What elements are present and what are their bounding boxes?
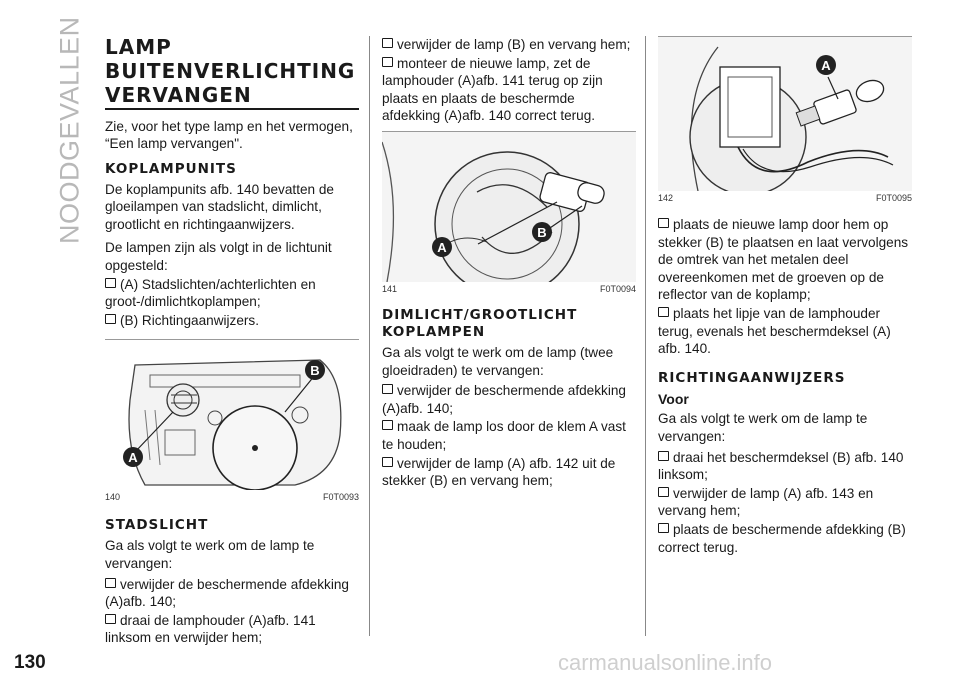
figure-code: F0T0095 <box>875 193 912 203</box>
checkbox-bullet-icon <box>105 578 116 588</box>
figure-caption <box>382 283 636 295</box>
checkbox-bullet-icon <box>658 218 669 228</box>
paragraph: De koplampunits afb. 140 bevatten de gloeilampen van stadslicht, dimlicht, grootlicht en richtingaanwijzers. <box>105 181 334 232</box>
checkbox-bullet-icon <box>658 487 669 497</box>
checkbox-bullet-icon <box>382 420 393 430</box>
list-item: verwijder de lamp (A) afb. 143 en vervang hem; <box>658 485 874 519</box>
lampholder-illustration <box>382 132 636 282</box>
heading-rule <box>105 108 359 110</box>
callout-a-label: A <box>437 239 447 255</box>
list-item: verwijder de lamp (B) en vervang hem; <box>382 36 636 54</box>
headlamp-unit-illustration <box>105 340 359 490</box>
main-heading-line-2: BUITENVERLICHTING <box>105 59 356 83</box>
list-item: draai de lamphouder (A)afb. 141 linksom en verwijder hem; <box>105 612 316 646</box>
figure-number: 142 <box>658 193 674 203</box>
figure-number: 140 <box>105 492 121 503</box>
heading-stadslicht: STADSLICHT <box>105 517 209 534</box>
callout-b-label: B <box>537 224 547 240</box>
callout-a-label: A <box>821 58 831 73</box>
checkbox-bullet-icon <box>105 278 116 288</box>
main-heading-line-1: LAMP <box>105 35 172 59</box>
callout-b-label: B <box>310 363 320 379</box>
column-1 <box>105 36 359 648</box>
figure-140 <box>105 339 359 503</box>
checkbox-bullet-icon <box>105 314 116 324</box>
section-title: NOODGEVALLEN <box>54 16 85 244</box>
list-item: plaats het lipje van de lamphouder terug, evenals het beschermdeksel (A) afb. 140. <box>658 305 891 357</box>
checkbox-bullet-icon <box>382 57 393 67</box>
page-number: 130 <box>14 652 46 673</box>
checkbox-bullet-icon <box>382 457 393 467</box>
heading-dimlicht-line-1: DIMLICHT/GROOTLICHT <box>382 306 578 323</box>
list-item: (A) Stadslichten/achterlichten en groot-/dimlichtkoplampen; <box>105 276 316 310</box>
paragraph: Ga als volgt te werk om de lamp te vervangen: <box>658 411 868 444</box>
watermark: carmanualsonline.info <box>558 650 773 675</box>
paragraph: De lampen zijn als volgt in de lichtunit opgesteld: <box>105 240 332 274</box>
column-3 <box>658 36 912 557</box>
paragraph: Ga als volgt te werk om de lamp (twee gloeidraden) te vervangen: <box>382 344 614 378</box>
checkbox-bullet-icon <box>658 523 669 533</box>
checkbox-bullet-icon <box>382 384 393 394</box>
figure-code: F0T0094 <box>599 283 636 294</box>
column-2 <box>382 36 636 491</box>
checkbox-bullet-icon <box>382 38 393 48</box>
figure-number: 141 <box>382 283 398 294</box>
intro-text: Zie, voor het type lamp en het vermogen, “Een lamp vervangen". <box>105 118 353 152</box>
figure-142 <box>658 36 912 204</box>
heading-koplampunits: KOPLAMPUNITS <box>105 160 237 177</box>
list-item: verwijder de lamp (A) afb. 142 uit de stekker (B) en vervang hem; <box>382 455 616 489</box>
checkbox-bullet-icon <box>658 307 669 317</box>
list-item: draai het beschermdeksel (B) afb. 140 linksom; <box>658 449 904 483</box>
list-item: (B) Richtingaanwijzers. <box>105 312 359 330</box>
list-item: monteer de nieuwe lamp, zet de lamphouder (A)afb. 141 terug op zijn plaats en plaats de beschermde afdekking (A)afb. 140 correct terug. <box>382 55 603 124</box>
paragraph: Ga als volgt te werk om de lamp te vervangen: <box>105 538 315 572</box>
list-item: verwijder de beschermende afdekking (A)afb. 140; <box>382 383 626 416</box>
list-item: plaats de nieuwe lamp door hem op stekker (B) te plaatsen en laat vervolgens de omtrek van het metalen deel overeenkomen met de groeven op de reflector van de koplamp; <box>658 217 909 303</box>
checkbox-bullet-icon <box>105 614 116 624</box>
bulb-connector-illustration <box>658 37 912 191</box>
list-item: plaats de beschermende afdekking (B) correct terug. <box>658 521 906 555</box>
heading-dimlicht-line-2: KOPLAMPEN <box>382 323 486 340</box>
figure-code: F0T0093 <box>322 492 359 503</box>
figure-caption <box>658 192 912 204</box>
column-divider <box>645 36 646 636</box>
list-item: maak de lamp los door de klem A vast te houden; <box>382 419 626 452</box>
figure-141 <box>382 131 636 295</box>
main-heading-line-3: VERVANGEN <box>105 83 252 107</box>
column-divider <box>369 36 370 636</box>
checkbox-bullet-icon <box>658 451 669 461</box>
figure-caption <box>105 491 359 503</box>
callout-a-label: A <box>128 450 138 466</box>
heading-richtingaanwijzers: RICHTINGAANWIJZERS <box>658 369 846 386</box>
subheading-voor: Voor <box>658 390 689 407</box>
list-item: verwijder de beschermende afdekking (A)afb. 140; <box>105 576 349 610</box>
